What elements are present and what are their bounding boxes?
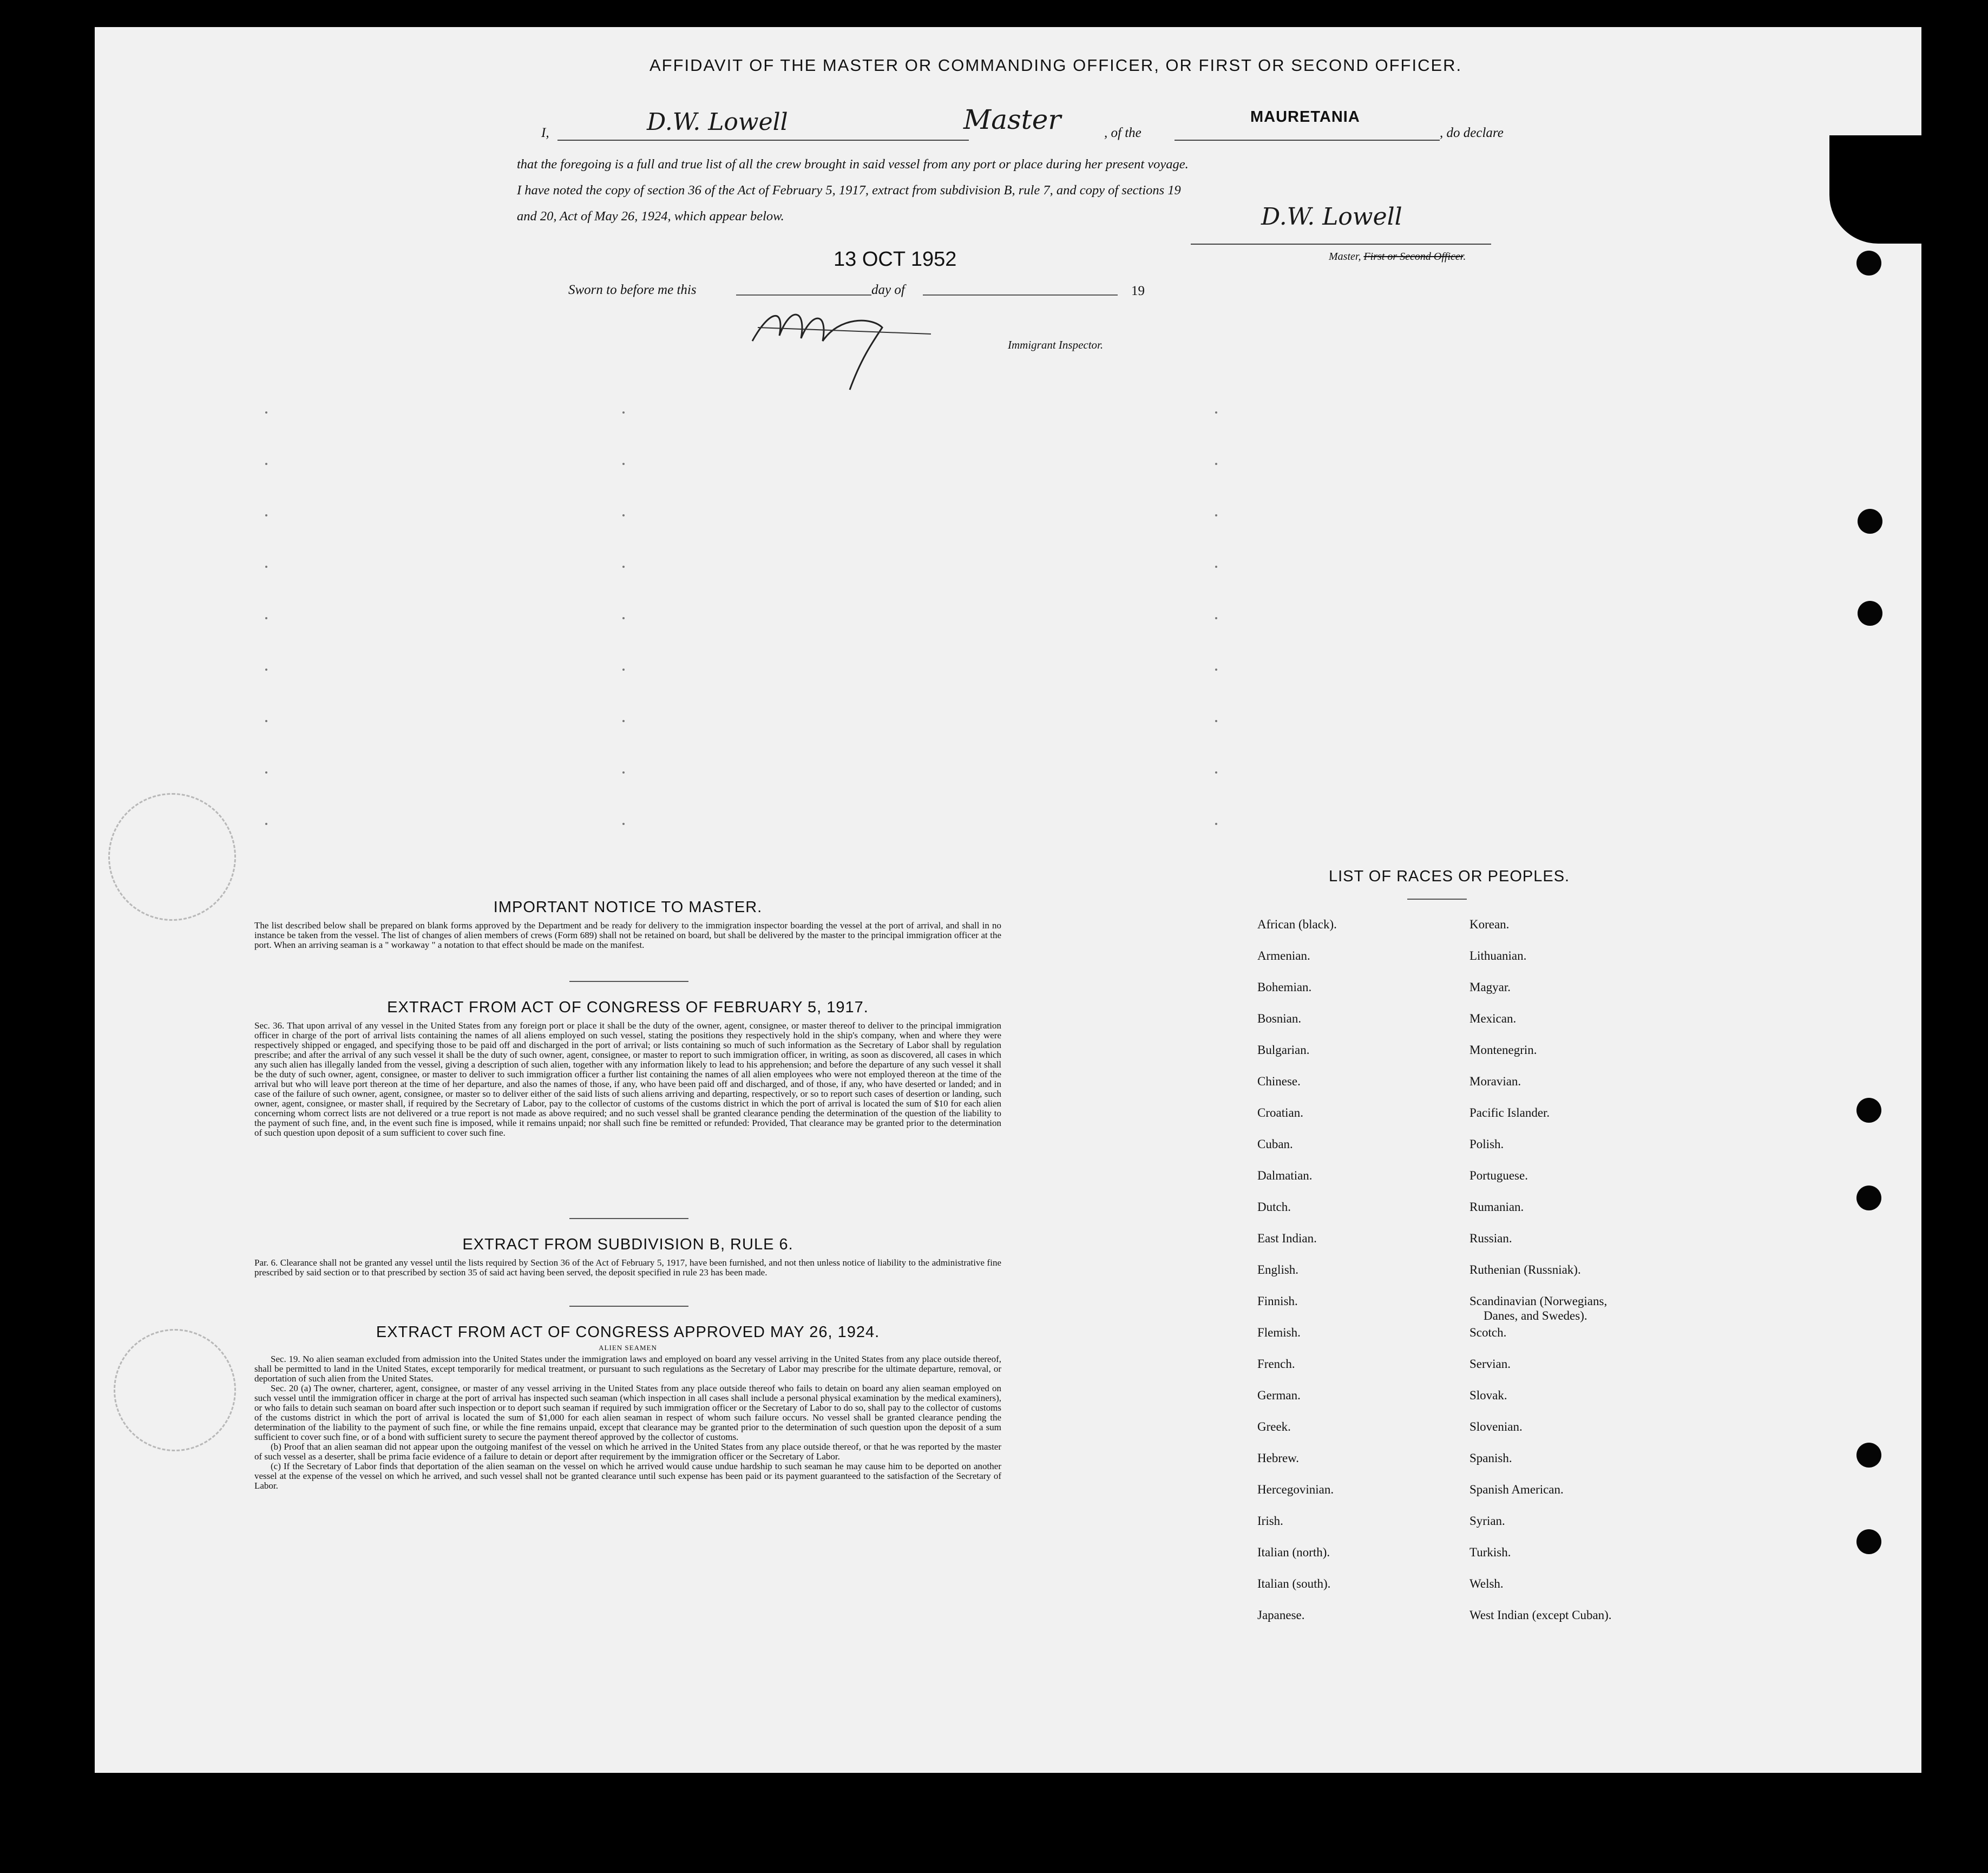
race-item: West Indian (except Cuban). bbox=[1469, 1608, 1612, 1622]
notice-title: IMPORTANT NOTICE TO MASTER. bbox=[493, 899, 763, 916]
ledger-dot bbox=[622, 411, 625, 414]
race-item: Japanese. bbox=[1257, 1608, 1305, 1622]
master-label: Master, bbox=[1329, 251, 1361, 263]
ledger-dot bbox=[1215, 463, 1217, 465]
race-item: Croatian. bbox=[1257, 1106, 1303, 1119]
race-item: Flemish. bbox=[1257, 1326, 1301, 1339]
race-item: Spanish. bbox=[1469, 1451, 1512, 1465]
race-item: Polish. bbox=[1469, 1137, 1504, 1151]
race-item: Italian (south). bbox=[1257, 1577, 1331, 1590]
extract-rule6-title: EXTRACT FROM SUBDIVISION B, RULE 6. bbox=[462, 1236, 793, 1253]
race-item: Mexican. bbox=[1469, 1012, 1517, 1025]
ledger-dot bbox=[1215, 771, 1217, 774]
ledger-dot bbox=[622, 720, 625, 722]
ledger-dot bbox=[1215, 720, 1217, 722]
ledger-dot bbox=[622, 514, 625, 516]
divider bbox=[569, 981, 688, 982]
punch-hole bbox=[1856, 251, 1881, 276]
master-caption-end: . bbox=[1463, 251, 1466, 263]
race-item: Greek. bbox=[1257, 1420, 1291, 1433]
race-item: Chinese. bbox=[1257, 1075, 1301, 1088]
extract-1924-subtitle: ALIEN SEAMEN bbox=[599, 1344, 657, 1352]
ledger-dot bbox=[622, 823, 625, 825]
punch-hole bbox=[1856, 1443, 1881, 1468]
master-caption bbox=[1329, 251, 1466, 263]
race-item: Hebrew. bbox=[1257, 1451, 1300, 1465]
race-item: Moravian. bbox=[1469, 1075, 1521, 1088]
divider bbox=[1407, 899, 1467, 900]
race-item: Slovak. bbox=[1469, 1389, 1507, 1402]
ledger-dot bbox=[622, 669, 625, 671]
races-title: LIST OF RACES OR PEOPLES. bbox=[1329, 868, 1570, 885]
date-stamp: 13 OCT 1952 bbox=[834, 248, 957, 271]
race-item: Hercegovinian. bbox=[1257, 1483, 1334, 1496]
ledger-dot bbox=[1215, 514, 1217, 516]
divider bbox=[569, 1218, 688, 1219]
inspector-label: Immigrant Inspector. bbox=[1008, 338, 1104, 351]
race-item: Montenegrin. bbox=[1469, 1043, 1537, 1057]
sec20a-text: Sec. 20 (a) The owner, charterer, agent, consignee, or master of any vessel arriving in the United States from any place outside thereof who fails to detain on board any alien seaman employed on such vessel until the immigration officer in charge at the port of arrival has inspected such seaman (which inspection in all cases shall include a personal physical examination by the medical examiners), or who fails to detain such seaman on board after such inspection or to deport such seaman if required by such immigration officer or the Secretary of Labor to do so, shall pay to the collector of customs of the customs district in which the port of arrival is located the sum of $1,000 for each alien seaman in respect of whom such failure occurs. No vessel shall be granted clearance pending the determination of the liability to the payment of such fine, or while the fine remains unpaid, except that clearance may be granted prior to the determination of such question upon the deposit of a sum sufficient to cover such fine, or of a bond with sufficient surety to secure the payment thereof approved by the collector of customs. bbox=[254, 1383, 1001, 1442]
punch-hole bbox=[1858, 509, 1882, 534]
year-prefix: 19 bbox=[1131, 284, 1145, 298]
ledger-dot bbox=[265, 463, 267, 465]
race-item: Pacific Islander. bbox=[1469, 1106, 1550, 1119]
race-item: Rumanian. bbox=[1469, 1200, 1524, 1214]
ledger-dot bbox=[265, 771, 267, 774]
race-item: Lithuanian. bbox=[1469, 949, 1527, 962]
extract-rule6-section bbox=[254, 1236, 1001, 1278]
statement-line-2: I have noted the copy of section 36 of the Act of February 5, 1917, extract from subdivision B, rule 7, and copy of sections 19 bbox=[517, 183, 1181, 198]
sec19-text: Sec. 19. No alien seaman excluded from admission into the United States under the immigration laws and employed on board any vessel arriving in the United States from any place outside thereof, shall be permitted to land in the United States, except temporarily for medical treatment, or pursuant to such regulations as the Secretary of Labor may prescribe for the ultimate departure, removal, or deportation of such alien from the United States. bbox=[254, 1354, 1001, 1384]
race-item: Italian (north). bbox=[1257, 1545, 1330, 1559]
ledger-dot bbox=[622, 771, 625, 774]
race-item: Bosnian. bbox=[1257, 1012, 1302, 1025]
signature-line bbox=[1191, 244, 1491, 245]
seal-stamp bbox=[114, 1329, 236, 1451]
sec20c-text: (c) If the Secretary of Labor finds that deportation of the alien seaman on the vessel on which he arrived would cause undue hardship to such seaman he may cause him to be deported on another vessel at the expense of the vessel on which he arrived, and such vessel shall not be granted clearance until such expense has been paid or its payment guaranteed to the satisfaction of the Secretary of Labor. bbox=[254, 1461, 1001, 1491]
race-item: Turkish. bbox=[1469, 1545, 1511, 1559]
ledger-dot bbox=[1215, 566, 1217, 568]
signer-name: D.W. Lowell bbox=[647, 108, 788, 136]
extract-1924-title: EXTRACT FROM ACT OF CONGRESS APPROVED MAY 26, 1924. bbox=[376, 1324, 880, 1341]
race-item: German. bbox=[1257, 1389, 1301, 1402]
statement-line-3: and 20, Act of May 26, 1924, which appear below. bbox=[517, 209, 784, 224]
sec20b-text: (b) Proof that an alien seaman did not appear upon the outgoing manifest of the vessel on which he arrived in the United States from any place outside thereof, or that he was reported by the master of such vessel as a deserter, shall be prima facie evidence of a failure to detain or deport after requirement by the immigration officer or the Secretary of Labor. bbox=[254, 1442, 1001, 1462]
ledger-dot bbox=[265, 720, 267, 722]
race-item: Armenian. bbox=[1257, 949, 1310, 962]
race-item: Portuguese. bbox=[1469, 1169, 1528, 1182]
race-item: Magyar. bbox=[1469, 980, 1511, 994]
notice-column bbox=[254, 899, 1001, 950]
signer-role: Master bbox=[963, 104, 1061, 135]
day-of-label: day of bbox=[871, 283, 905, 297]
ledger-dot bbox=[265, 514, 267, 516]
race-item: Spanish American. bbox=[1469, 1483, 1564, 1496]
race-item: Russian. bbox=[1469, 1232, 1512, 1245]
do-declare-label: , do declare bbox=[1440, 126, 1504, 140]
ledger-dot bbox=[1215, 669, 1217, 671]
ledger-dot bbox=[622, 463, 625, 465]
race-item: Finnish. bbox=[1257, 1294, 1298, 1308]
extract-1917-section bbox=[254, 999, 1001, 1138]
extract-rule6-body: Par. 6. Clearance shall not be granted any vessel until the lists required by Section 36 of the Act of February 5, 1917, have been furnished, and not then unless notice of liability to the administrative fine prescribed by said section or to that prescribed by section 35 of said act having been served, the deposit specified in rule 23 has been made. bbox=[254, 1258, 1001, 1278]
vessel-name: MAURETANIA bbox=[1250, 108, 1360, 126]
inspector-signature-scrawl bbox=[747, 290, 963, 398]
extract-1924-section bbox=[254, 1324, 1001, 1491]
ledger-dot bbox=[1215, 411, 1217, 414]
race-item: Servian. bbox=[1469, 1357, 1511, 1371]
race-item: Slovenian. bbox=[1469, 1420, 1523, 1433]
race-item: Dutch. bbox=[1257, 1200, 1291, 1214]
race-item: Dalmatian. bbox=[1257, 1169, 1313, 1182]
punch-hole bbox=[1856, 1529, 1881, 1554]
ledger-dot bbox=[265, 823, 267, 825]
sworn-label: Sworn to before me this bbox=[568, 283, 697, 297]
punch-hole bbox=[1856, 1098, 1881, 1123]
race-item: Welsh. bbox=[1469, 1577, 1504, 1590]
race-item: Irish. bbox=[1257, 1514, 1283, 1528]
notice-body: The list described below shall be prepared on blank forms approved by the Department and be ready for delivery to the immigration inspector boarding the vessel at the port of arrival, and shall in no instance be taken from the vessel. The list of changes of alien members of crews (Form 689) shall not be retained on board, but shall be delivered by the master to the principal immigration officer at the port. When an arriving seaman is a " workaway " a notation to that effect should be made on the manifest. bbox=[254, 920, 1001, 950]
ledger-dot bbox=[265, 669, 267, 671]
race-item: Ruthenian (Russniak). bbox=[1469, 1263, 1581, 1276]
race-item: Bohemian. bbox=[1257, 980, 1312, 994]
torn-corner bbox=[1829, 135, 1921, 244]
affidavit-title: AFFIDAVIT OF THE MASTER OR COMMANDING OFFICER, OR FIRST OR SECOND OFFICER. bbox=[649, 56, 1462, 75]
race-item: African (black). bbox=[1257, 918, 1337, 931]
race-item: East Indian. bbox=[1257, 1232, 1317, 1245]
race-item: English. bbox=[1257, 1263, 1299, 1276]
ledger-dot bbox=[1215, 823, 1217, 825]
ledger-dot bbox=[265, 617, 267, 619]
ledger-dot bbox=[265, 566, 267, 568]
divider bbox=[569, 1306, 688, 1307]
of-the-label: , of the bbox=[1104, 126, 1141, 140]
ledger-dot bbox=[1215, 617, 1217, 619]
statement-line-1: that the foregoing is a full and true list of all the crew brought in said vessel from any port or place during her present voyage. bbox=[517, 157, 1189, 172]
punch-hole bbox=[1856, 1186, 1881, 1210]
ledger-dot bbox=[265, 411, 267, 414]
race-item-continuation: Danes, and Swedes). bbox=[1484, 1309, 1587, 1322]
i-label: I, bbox=[541, 126, 549, 140]
master-signature: D.W. Lowell bbox=[1261, 203, 1402, 231]
ledger-dot bbox=[622, 566, 625, 568]
race-item: Korean. bbox=[1469, 918, 1510, 931]
extract-1917-body: Sec. 36. That upon arrival of any vessel in the United States from any foreign port or place it shall be the duty of the owner, agent, consignee, or master thereof to deliver to the principal immigration officer in charge of the port of arrival lists containing the names of all aliens employed on such vessel, stating the positions they respectively hold in the ship's company, when and where they were respectively shipped or engaged, and specifying those to be paid off and discharged in the port of arrival; or lists containing so much of such information as the Secretary of Labor shall by regulation prescribe; and after the arrival of any such vessel it shall be the duty of such owner, agent, consignee, or master to report to such immigration officer, in writing, as soon as discovered, all cases in which any such alien has illegally landed from the vessel, giving a description of such alien, together with any information likely to lead to his apprehension; and before the departure of any such vessel it shall be the duty of such owner, agent, consignee, or master to deliver to such immigration officer a further list containing the names of all alien employees who were not employed thereon at the time of the arrival but who will leave port thereon at the time of her departure, and also the names of those, if any, who have been paid off and discharged, and of those, if any, who have deserted or landed; and in case of the failure of such owner, agent, consignee, or master so to deliver either of the said lists of such aliens arriving and departing, respectively, or so to report such cases of desertion or landing, such owner, agent, consignee, or master shall, if required by the Secretary of Labor, pay to the collector of customs of the customs district in which the port of arrival is located the sum of $10 for each alien concerning whom correct lists are not delivered or a true report is not made as above required; and no such vessel shall be granted clearance pending the determination of the question of the liability to the payment of such fine, and, in the event such fine is imposed, while it remains unpaid; nor shall such fine be remitted or refunded: Provided, That clearance may be granted prior to the determination of such question upon deposit of a sum sufficient to cover such fine. bbox=[254, 1020, 1001, 1138]
race-item: Scotch. bbox=[1469, 1326, 1507, 1339]
seal-stamp bbox=[108, 793, 236, 921]
struck-officer-label: First or Second Officer bbox=[1363, 251, 1464, 263]
race-item: Syrian. bbox=[1469, 1514, 1505, 1528]
extract-1917-title: EXTRACT FROM ACT OF CONGRESS OF FEBRUARY 5, 1917. bbox=[387, 999, 869, 1016]
race-item: Scandinavian (Norwegians, bbox=[1469, 1294, 1608, 1308]
race-item: French. bbox=[1257, 1357, 1295, 1371]
punch-hole bbox=[1858, 601, 1882, 626]
ledger-dot bbox=[622, 617, 625, 619]
race-item: Bulgarian. bbox=[1257, 1043, 1310, 1057]
race-item: Cuban. bbox=[1257, 1137, 1293, 1151]
